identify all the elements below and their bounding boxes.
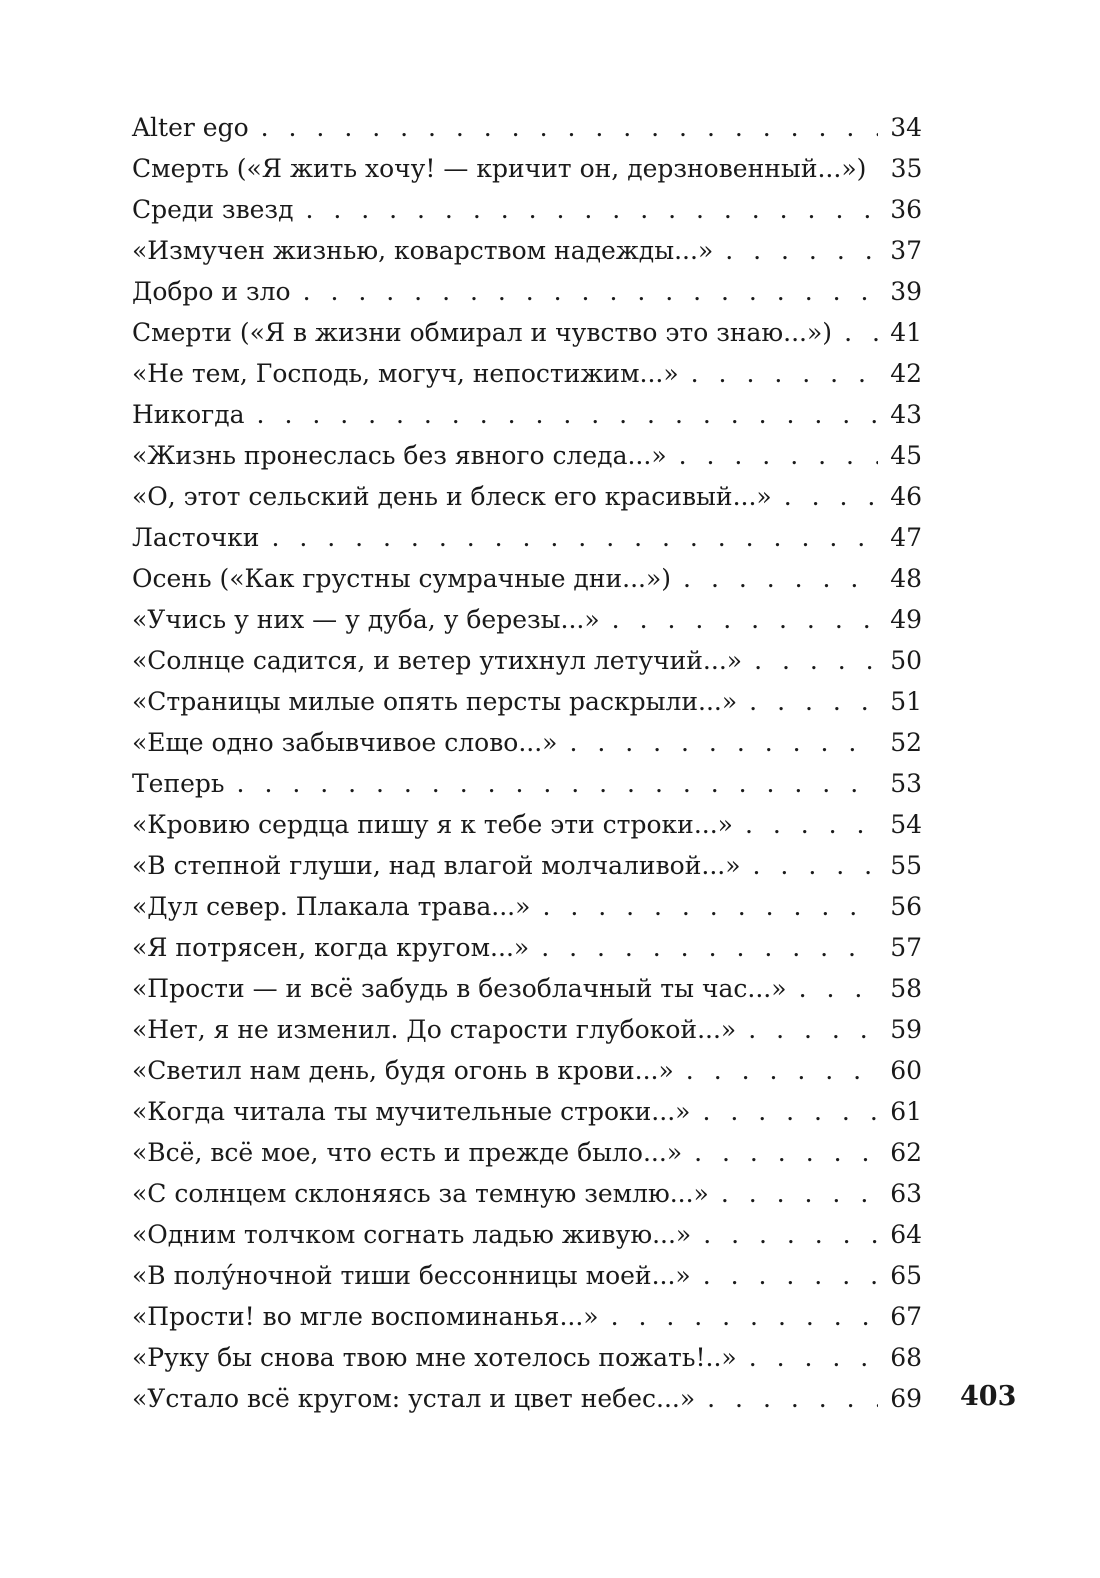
toc-entry-title: «Прости! во мгле воспоминанья...» [132,1302,599,1331]
toc-entry [132,435,922,476]
toc-entry-title: Теперь [132,769,225,798]
toc-entry-title: «Светил нам день, будя огонь в крови...» [132,1056,674,1085]
toc-entry-page: 61 [890,1097,922,1126]
toc-entry-title: «Измучен жизнью, коварством надежды...» [132,236,714,265]
toc-entry-title: «Не тем, Господь, могуч, непостижим...» [132,359,679,388]
toc-entry-page: 49 [890,605,922,634]
dot-leader [844,312,878,353]
toc-entry-page: 50 [890,646,922,675]
toc-entry-title: Ласточки [132,523,260,552]
toc-entry [132,230,922,271]
dot-leader [707,1378,878,1419]
toc-entry-page: 69 [890,1384,922,1413]
toc-entry-title: «Солнце садится, и ветер утихнул летучий...» [132,646,743,675]
toc-entry-title: «Страницы милые опять персты раскрыли...» [132,687,738,716]
toc-entry-page: 39 [890,277,922,306]
dot-leader [541,927,878,968]
toc-entry [132,1009,922,1050]
toc-entry-page: 68 [890,1343,922,1372]
dot-leader [749,1337,878,1378]
toc-entry [132,845,922,886]
toc-entry-title: Смерти («Я в жизни обмирал и чувство это знаю...») [132,318,833,347]
toc-entry-page: 54 [890,810,922,839]
toc-entry [132,1296,922,1337]
toc-entry [132,1378,922,1419]
dot-leader [694,1132,878,1173]
dot-leader [703,1255,878,1296]
table-of-contents [132,107,922,1419]
toc-entry [132,1091,922,1132]
toc-entry-title: «О, этот сельский день и блеск его красивый...» [132,482,772,511]
toc-entry-page: 65 [890,1261,922,1290]
dot-leader [686,1050,878,1091]
dot-leader [303,271,878,312]
dot-leader [703,1214,878,1255]
toc-entry [132,394,922,435]
dot-leader [271,517,878,558]
toc-entry [132,640,922,681]
dot-leader [749,681,878,722]
dot-leader [754,640,878,681]
toc-entry-title: «С солнцем склоняясь за темную землю...» [132,1179,709,1208]
toc-entry-title: «Дул север. Плакала трава...» [132,892,531,921]
toc-entry-page: 37 [890,236,922,265]
toc-entry-title: Alter ego [132,113,249,142]
toc-entry-page: 46 [890,482,922,511]
toc-entry-title: Осень («Как грустны сумрачные дни...») [132,564,672,593]
dot-leader [748,1009,878,1050]
toc-entry-title: «Устало всё кругом: устал и цвет небес...» [132,1384,696,1413]
dot-leader [691,353,878,394]
toc-entry [132,886,922,927]
toc-entry [132,107,922,148]
toc-entry-page: 53 [890,769,922,798]
toc-entry [132,763,922,804]
toc-entry [132,476,922,517]
toc-entry-title: Никогда [132,400,245,429]
toc-entry-page: 42 [890,359,922,388]
toc-entry-page: 56 [890,892,922,921]
toc-entry [132,1255,922,1296]
toc-entry-page: 55 [890,851,922,880]
dot-leader [679,435,878,476]
toc-entry [132,312,922,353]
toc-entry [132,558,922,599]
toc-entry-title: «В степной глуши, над влагой молчаливой...» [132,851,741,880]
dot-leader [753,845,878,886]
toc-entry [132,517,922,558]
toc-entry [132,599,922,640]
toc-entry-title: «Нет, я не изменил. До старости глубокой...» [132,1015,737,1044]
dot-leader [261,107,878,148]
dot-leader [569,722,878,763]
toc-entry-page: 45 [890,441,922,470]
toc-entry [132,271,922,312]
toc-entry-title: «В полу́ночной тиши бессонницы моей...» [132,1261,691,1290]
toc-entry [132,1214,922,1255]
dot-leader [611,1296,878,1337]
toc-entry-page: 41 [890,318,922,347]
dot-leader [683,558,878,599]
dot-leader [702,1091,878,1132]
page-number: 403 [960,1381,1017,1412]
toc-entry-title: «Всё, всё мое, что есть и прежде было...» [132,1138,683,1167]
toc-entry-title: Добро и зло [132,277,291,306]
toc-entry [132,1050,922,1091]
toc-entry-page: 43 [890,400,922,429]
toc-entry-title: Среди звезд [132,195,294,224]
toc-entry [132,353,922,394]
toc-entry-page: 64 [890,1220,922,1249]
toc-entry-title: «Жизнь пронеслась без явного следа...» [132,441,667,470]
toc-entry [132,968,922,1009]
toc-entry-title: «Прости — и всё забудь в безоблачный ты час...» [132,974,787,1003]
toc-entry [132,1173,922,1214]
toc-entry-title: «Кровию сердца пишу я к тебе эти строки...» [132,810,733,839]
toc-entry-page: 60 [890,1056,922,1085]
toc-entry-page: 47 [890,523,922,552]
toc-entry [132,681,922,722]
toc-entry-title: «Когда читала ты мучительные строки...» [132,1097,691,1126]
toc-entry-page: 36 [890,195,922,224]
toc-entry-page: 48 [890,564,922,593]
toc-entry-page: 34 [890,113,922,142]
toc-entry [132,1132,922,1173]
dot-leader [542,886,878,927]
toc-entry-page: 63 [890,1179,922,1208]
toc-entry [132,804,922,845]
dot-leader [725,230,878,271]
toc-entry-title: «Я потрясен, когда кругом...» [132,933,530,962]
toc-entry-title: «Руку бы снова твою мне хотелось пожать!..» [132,1343,737,1372]
toc-entry-page: 67 [890,1302,922,1331]
dot-leader [237,763,878,804]
dot-leader [799,968,878,1009]
toc-entry-page: 58 [890,974,922,1003]
dot-leader [257,394,878,435]
toc-entry-title: Смерть («Я жить хочу! — кричит он, дерзновенный...») [132,154,867,183]
toc-entry-title: «Еще одно забывчивое слово...» [132,728,558,757]
toc-entry-page: 62 [890,1138,922,1167]
toc-entry [132,1337,922,1378]
dot-leader [721,1173,878,1214]
toc-entry-page: 35 [890,154,923,183]
dot-leader [745,804,878,845]
toc-entry-page: 52 [890,728,922,757]
toc-entry [132,189,922,230]
toc-entry-page: 59 [890,1015,922,1044]
toc-entry-title: «Одним толчком согнать ладью живую...» [132,1220,692,1249]
toc-entry [132,148,922,189]
toc-entry [132,927,922,968]
dot-leader [305,189,878,230]
dot-leader [612,599,878,640]
toc-entry-page: 57 [890,933,922,962]
toc-entry [132,722,922,763]
dot-leader [784,476,878,517]
toc-entry-page: 51 [890,687,922,716]
toc-entry-title: «Учись у них — у дуба, у березы...» [132,605,600,634]
